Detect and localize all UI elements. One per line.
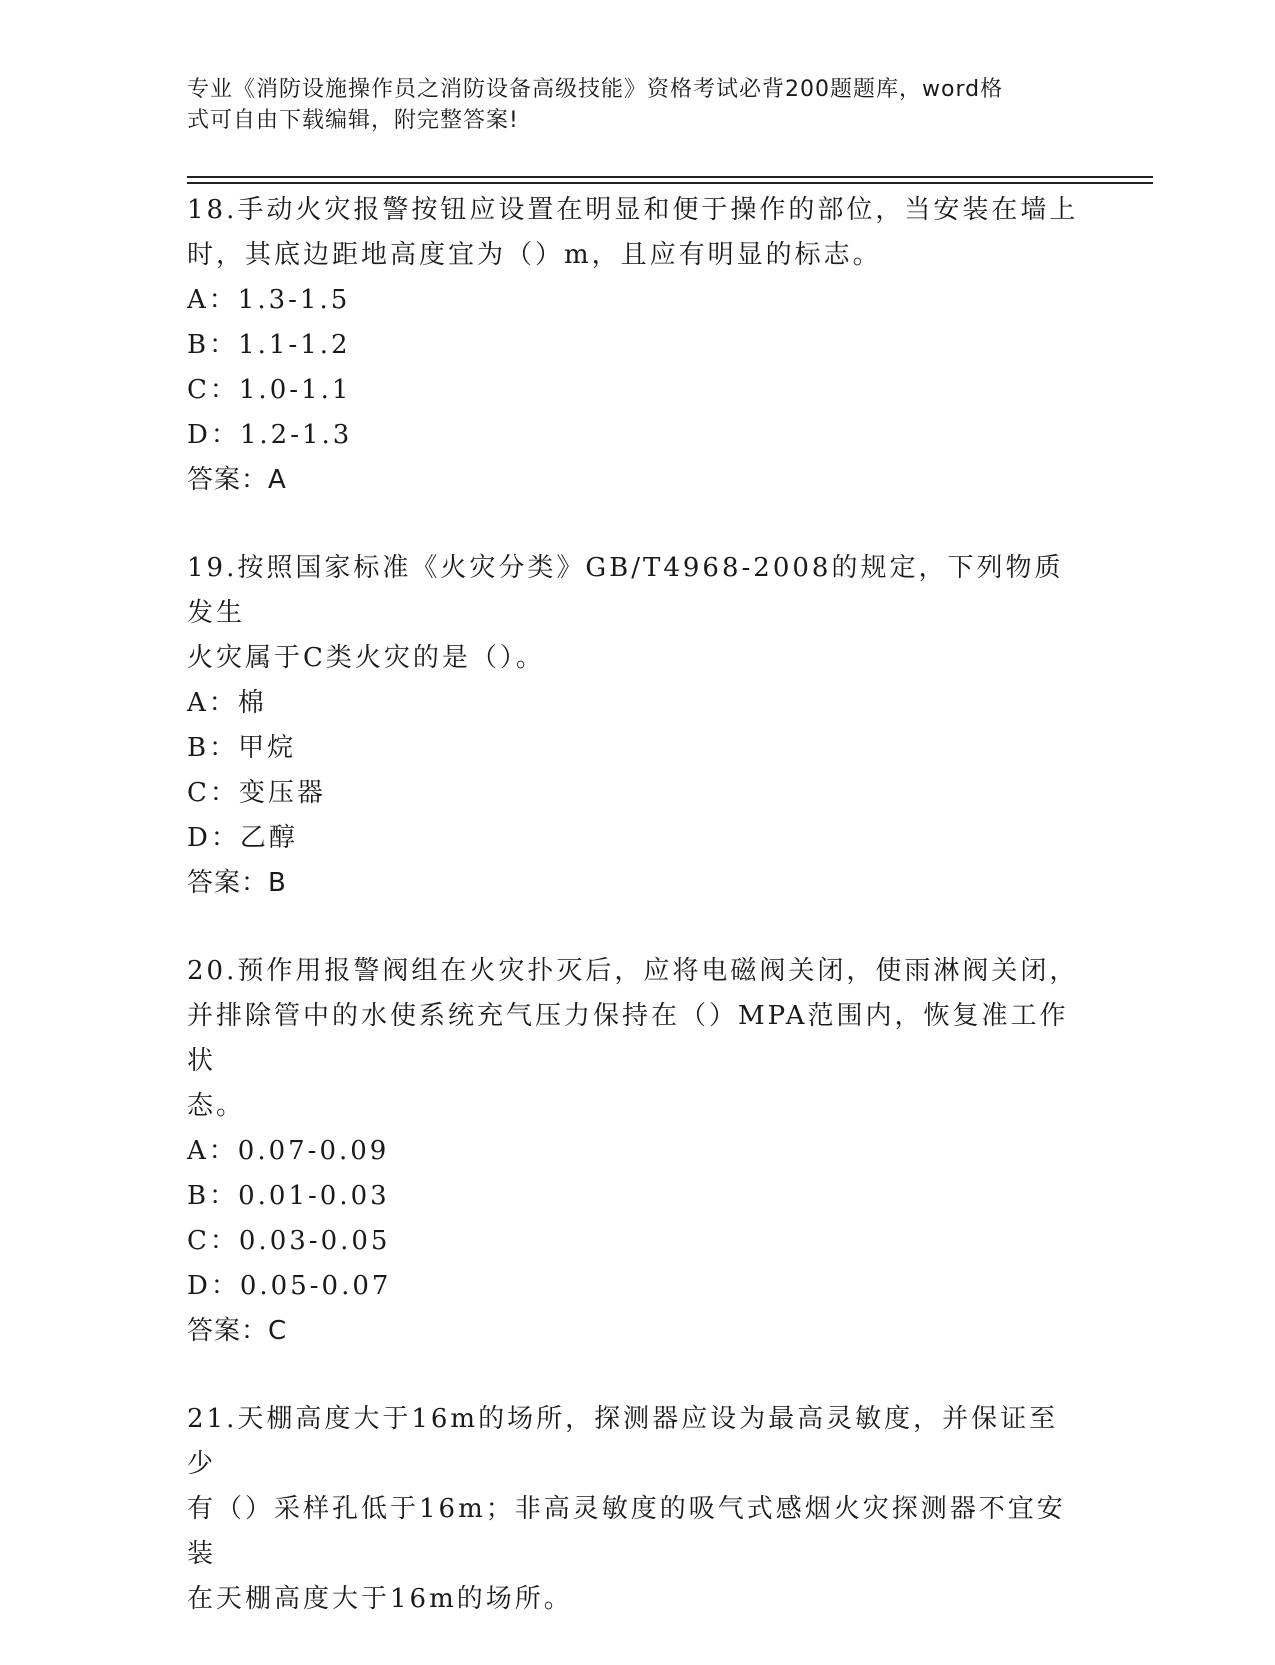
option-a: A：0.07-0.09: [187, 1136, 390, 1166]
header-divider-bottom: [187, 182, 1153, 184]
question-19: [187, 546, 1087, 906]
answer: 答案：C: [187, 1316, 288, 1346]
question-stem-line: 20.预作用报警阀组在火灾扑灭后，应将电磁阀关闭，使雨淋阀关闭，: [187, 956, 1079, 986]
answer: 答案：B: [187, 868, 287, 898]
question-21: [187, 1397, 1087, 1622]
question-stem-line: 火灾属于C类火灾的是（）。: [187, 643, 545, 673]
document-header: [187, 74, 1067, 136]
question-stem-line: 18.手动火灾报警按钮应设置在明显和便于操作的部位，当安装在墙上: [187, 195, 1079, 225]
question-stem-line: 19.按照国家标准《火灾分类》GB/T4968-2008的规定，下列物质发生: [187, 553, 1064, 628]
option-c: C：1.0-1.1: [187, 375, 352, 405]
question-stem-line: 有（）采样孔低于16m；非高灵敏度的吸气式感烟火灾探测器不宜安装: [187, 1494, 1066, 1569]
option-d: D：0.05-0.07: [187, 1271, 392, 1301]
option-a: A：1.3-1.5: [187, 285, 351, 315]
header-divider-top: [187, 176, 1153, 178]
question-stem-line: 并排除管中的水使系统充气压力保持在（）MPA范围内，恢复准工作状: [187, 1001, 1069, 1076]
question-stem-line: 21.天棚高度大于16m的场所，探测器应设为最高灵敏度，并保证至少: [187, 1404, 1059, 1479]
header-line-2: 式可自由下载编辑，附完整答案!: [187, 108, 519, 133]
option-b: B：甲烷: [187, 733, 297, 763]
question-18: [187, 188, 1087, 503]
option-d: D：乙醇: [187, 823, 298, 853]
question-20: [187, 949, 1087, 1354]
option-b: B：1.1-1.2: [187, 330, 351, 360]
question-list: [187, 188, 1087, 1665]
option-d: D：1.2-1.3: [187, 420, 353, 450]
question-stem-line: 在天棚高度大于16m的场所。: [187, 1584, 573, 1614]
option-a: A：棉: [187, 688, 267, 718]
option-c: C：0.03-0.05: [187, 1226, 391, 1256]
question-stem-line: 时，其底边距地高度宜为（）m，且应有明显的标志。: [187, 240, 882, 270]
header-line-1: 专业《消防设施操作员之消防设备高级技能》资格考试必背200题题库，word格: [187, 77, 1004, 102]
answer: 答案：A: [187, 465, 287, 495]
option-c: C：变压器: [187, 778, 326, 808]
option-b: B：0.01-0.03: [187, 1181, 390, 1211]
question-stem-line: 态。: [187, 1091, 246, 1121]
